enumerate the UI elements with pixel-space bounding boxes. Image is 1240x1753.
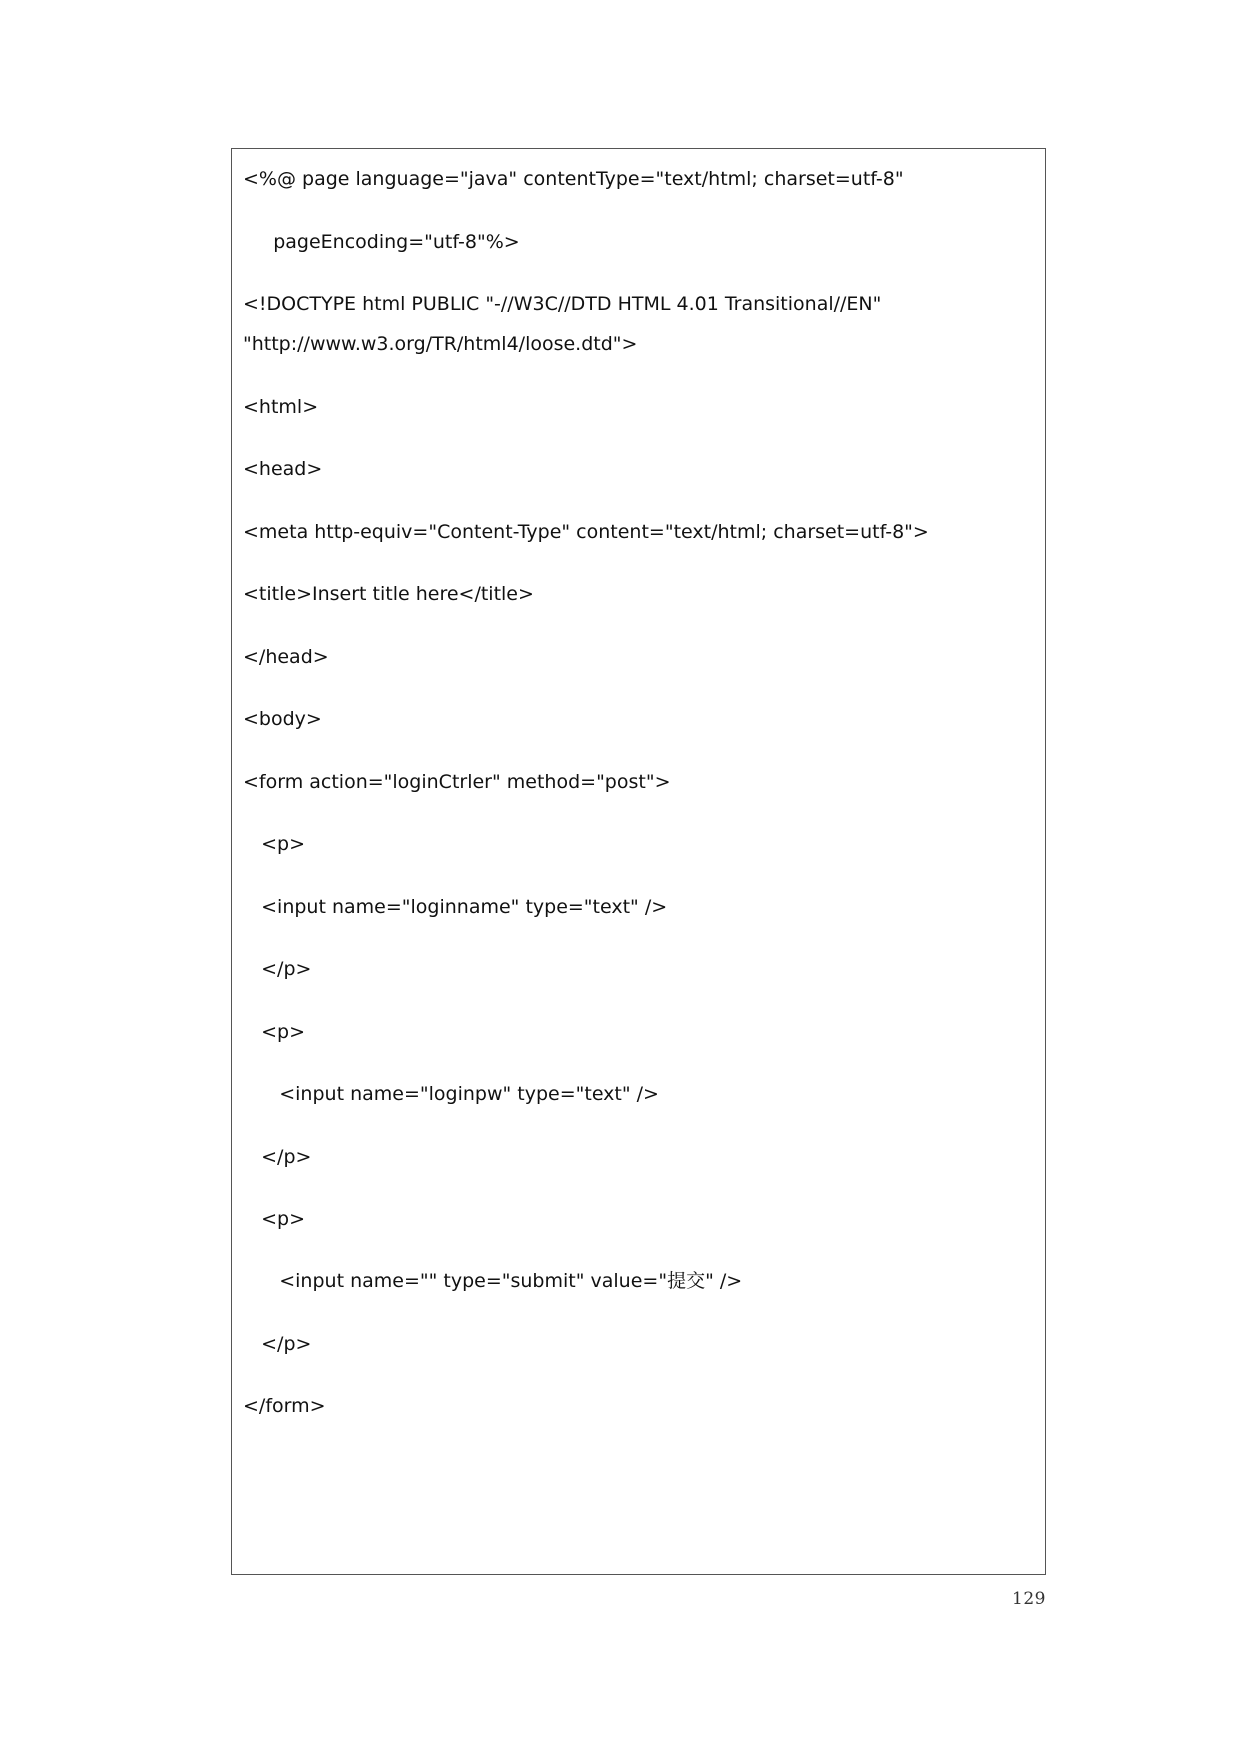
code-line-20: </p> [243,1333,312,1355]
code-line-15: <p> [243,1021,306,1043]
code-line-16: <input name="loginpw" type="text" /> [243,1083,659,1105]
code-line-7: <meta http-equiv="Content-Type" content="text/html; charset=utf-8"> [243,521,929,543]
code-line-10: <body> [243,708,322,730]
code-line-21: </form> [243,1395,326,1417]
code-line-18: <p> [243,1208,306,1230]
code-line-5: <html> [243,396,319,418]
code-listing-box [231,148,1046,1575]
code-line-4: "http://www.w3.org/TR/html4/loose.dtd"> [243,333,638,355]
page-number: 129 [1012,1589,1046,1609]
code-line-11: <form action="loginCtrler" method="post"> [243,771,671,793]
code-line-8: <title>Insert title here</title> [243,583,534,605]
code-line-9: </head> [243,646,329,668]
code-line-2: pageEncoding="utf-8"%> [243,231,520,253]
code-line-1: <%@ page language="java" contentType="text/html; charset=utf-8" [243,168,904,190]
code-line-3: <!DOCTYPE html PUBLIC "-//W3C//DTD HTML 4.01 Transitional//EN" [243,293,882,315]
code-line-17: </p> [243,1146,312,1168]
code-line-19: <input name="" type="submit" value="提交" /> [243,1270,743,1292]
code-line-14: </p> [243,958,312,980]
code-line-6: <head> [243,458,323,480]
code-line-12: <p> [243,833,306,855]
code-line-13: <input name="loginname" type="text" /> [243,896,668,918]
